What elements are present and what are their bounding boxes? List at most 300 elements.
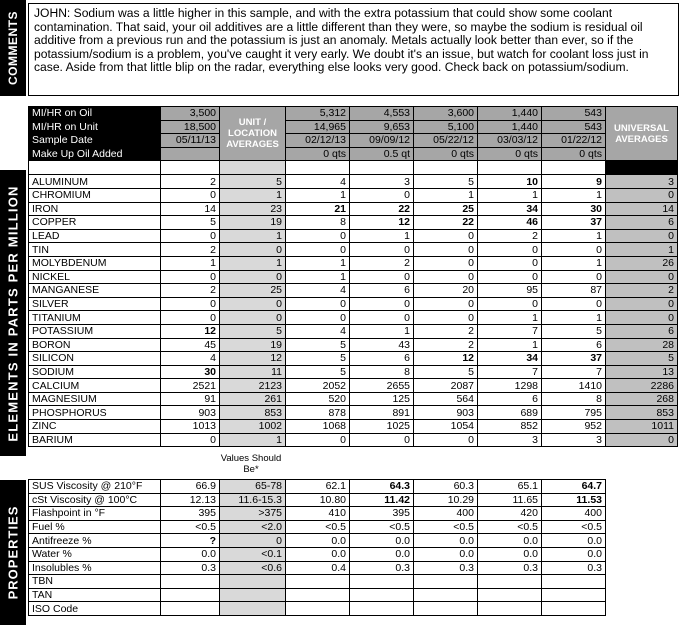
history-value: 1 [286,256,350,270]
history-value: 891 [350,406,414,420]
history-value: 0 [350,297,414,311]
history-value: 0.3 [414,561,478,575]
history-value: 34 [478,202,542,216]
element-row [29,392,678,406]
unit-average-value: 5 [220,175,286,189]
elements-table [28,106,678,447]
universal-average-value: 0 [606,188,678,202]
history-value: 1 [542,311,606,325]
spacer-cell [478,161,542,175]
history-value: 0.0 [414,534,478,548]
history-value: 0.3 [350,561,414,575]
history-sample-cell: 1,440 [478,107,542,121]
header-label: Make Up Oil Added [29,147,161,161]
history-sample-cell: 0 qts [414,147,478,161]
history-value: 43 [350,338,414,352]
property-row [29,575,606,589]
unit-average-value: 12 [220,352,286,366]
history-value: 0 [542,297,606,311]
properties-table [28,479,606,616]
history-value: 0 [478,243,542,257]
current-value: 0.0 [161,547,220,561]
history-value: 1 [478,188,542,202]
history-value: 395 [350,507,414,521]
should-be-value: <0.1 [220,547,286,561]
history-value: 0 [414,311,478,325]
history-value: 10 [478,175,542,189]
universal-average-value: 0 [606,433,678,447]
property-name: cSt Viscosity @ 100°C [29,493,161,507]
current-value: 0 [161,433,220,447]
history-value: 22 [414,216,478,230]
elements-section-label: ELEMENTS IN PARTS PER MILLION [0,170,26,456]
element-name: ZINC [29,420,161,434]
spacer-cell [220,161,286,175]
history-sample-cell: 02/12/13 [286,134,350,148]
history-value: 5 [286,365,350,379]
history-value: 87 [542,284,606,298]
history-sample-cell: 5,100 [414,120,478,134]
history-value: 1025 [350,420,414,434]
history-value: 0.0 [350,547,414,561]
history-value: <0.5 [542,520,606,534]
current-value [161,588,220,602]
history-value [350,588,414,602]
property-name: TAN [29,588,161,602]
history-value [286,575,350,589]
history-value: 30 [542,202,606,216]
spacer-cell [161,161,220,175]
unit-average-value: 23 [220,202,286,216]
history-value: 689 [478,406,542,420]
should-be-value: 11.6-15.3 [220,493,286,507]
property-name: Fuel % [29,520,161,534]
unit-average-value: 19 [220,216,286,230]
element-name: ALUMINUM [29,175,161,189]
unit-average-value: 0 [220,297,286,311]
universal-average-value: 26 [606,256,678,270]
universal-average-value: 1011 [606,420,678,434]
history-sample-cell: 14,965 [286,120,350,134]
history-value [286,588,350,602]
header-row [29,147,678,161]
element-row [29,216,678,230]
history-value: 0 [350,311,414,325]
current-value [161,602,220,616]
history-value: 795 [542,406,606,420]
history-sample-cell: 05/22/12 [414,134,478,148]
history-value: 0 [350,188,414,202]
history-value: 0 [286,243,350,257]
element-name: PHOSPHORUS [29,406,161,420]
history-sample-cell: 0.5 qt [350,147,414,161]
universal-average-value: 28 [606,338,678,352]
history-value: <0.5 [414,520,478,534]
current-value: 12 [161,324,220,338]
should-be-value [220,602,286,616]
spacer-cell [286,161,350,175]
universal-average-value: 0 [606,270,678,284]
comments-section-label: COMMENTS [0,0,26,96]
history-value [350,602,414,616]
history-value: 5 [414,365,478,379]
history-value: 2052 [286,379,350,393]
element-name: MAGNESIUM [29,392,161,406]
history-value: 0 [414,433,478,447]
current-value: 91 [161,392,220,406]
unit-average-value: 0 [220,311,286,325]
universal-average-value: 6 [606,324,678,338]
current-value: 0 [161,311,220,325]
element-name: SILVER [29,297,161,311]
unit-average-value: 853 [220,406,286,420]
element-row [29,256,678,270]
element-name: BORON [29,338,161,352]
history-value: 1 [478,311,542,325]
history-value: 1 [286,188,350,202]
history-sample-cell: 5,312 [286,107,350,121]
history-value: 2655 [350,379,414,393]
history-value: 0.0 [542,534,606,548]
history-value: 1 [478,338,542,352]
history-value: 0.3 [478,561,542,575]
history-value: 11.53 [542,493,606,507]
current-value: 2 [161,284,220,298]
current-value: ? [161,534,220,548]
property-row [29,602,606,616]
history-value: 0.3 [542,561,606,575]
should-be-value: <2.0 [220,520,286,534]
history-value: 20 [414,284,478,298]
spacer-row [29,161,678,175]
history-value [478,575,542,589]
history-value: 0 [350,270,414,284]
universal-average-value: 3 [606,175,678,189]
should-be-value: 0 [220,534,286,548]
history-value: 1054 [414,420,478,434]
current-value: 45 [161,338,220,352]
property-name: TBN [29,575,161,589]
element-row [29,202,678,216]
header-label: MI/HR on Oil [29,107,161,121]
history-value: 2 [414,324,478,338]
history-value: <0.5 [286,520,350,534]
history-value: 34 [478,352,542,366]
history-sample-cell: 3,600 [414,107,478,121]
history-value: 12 [350,216,414,230]
history-value: 21 [286,202,350,216]
unit-average-value: 5 [220,324,286,338]
should-be-value [220,588,286,602]
current-value: 2 [161,243,220,257]
history-value: 10.29 [414,493,478,507]
current-value: 30 [161,365,220,379]
history-value [542,588,606,602]
history-value: 2087 [414,379,478,393]
should-be-value [220,575,286,589]
element-name: POTASSIUM [29,324,161,338]
current-value: 2521 [161,379,220,393]
history-value [478,602,542,616]
current-value: 0 [161,188,220,202]
unit-average-value: 0 [220,243,286,257]
universal-average-value: 14 [606,202,678,216]
spacer-cell [29,161,161,175]
history-value: 0 [286,311,350,325]
header-row [29,134,678,148]
property-row [29,547,606,561]
history-value: 4 [286,284,350,298]
history-value: 7 [542,365,606,379]
element-row [29,188,678,202]
history-value: 0.0 [478,534,542,548]
unit-average-value: 25 [220,284,286,298]
spacer-cell [606,161,678,175]
current-value: 1013 [161,420,220,434]
history-value: 0.0 [286,534,350,548]
current-value: 1 [161,256,220,270]
property-row [29,507,606,521]
history-value: 6 [542,338,606,352]
history-value: 125 [350,392,414,406]
element-row [29,311,678,325]
history-value [542,575,606,589]
history-value: 9 [542,175,606,189]
history-value: 1 [350,229,414,243]
current-value: <0.5 [161,520,220,534]
universal-average-value: 6 [606,216,678,230]
history-value: 65.1 [478,480,542,494]
element-row [29,270,678,284]
history-value: 5 [286,338,350,352]
history-sample-cell: 543 [542,120,606,134]
element-row [29,420,678,434]
element-name: SILICON [29,352,161,366]
history-value: 0.0 [350,534,414,548]
history-value: 1298 [478,379,542,393]
history-value: 400 [414,507,478,521]
history-value: 0 [478,256,542,270]
current-sample-cell: 05/11/13 [161,134,220,148]
history-value [286,602,350,616]
element-row [29,379,678,393]
history-value: 1068 [286,420,350,434]
history-value [350,575,414,589]
properties-section-label: PROPERTIES [0,480,26,625]
history-value: 1 [542,188,606,202]
history-value: 46 [478,216,542,230]
history-value: 0 [286,297,350,311]
spacer-cell [414,161,478,175]
history-value: 0.0 [478,547,542,561]
history-value: 11.65 [478,493,542,507]
history-value: 1 [542,256,606,270]
current-sample-cell: 18,500 [161,120,220,134]
property-row [29,480,606,494]
history-value: 0 [478,297,542,311]
current-value: 14 [161,202,220,216]
history-value [478,588,542,602]
property-name: Antifreeze % [29,534,161,548]
history-value: 0.4 [286,561,350,575]
element-row [29,297,678,311]
comment-box: JOHN: Sodium was a little higher in this sample, and with the extra potassium that could show some coolant contamination. That said, your oil additives are a little different than they were, so maybe the sodium is residual oil additive from a previous run and the potassium is just an anomaly. Metals actually look better than ever, so if the potassium/sodium is a problem, you've caught it very early. We doubt it's an issue, but watch for coolant loss just in case. Aside from that little blip on the radar, everything else looks very good. Check back on potassium/sodium. [28,3,679,96]
current-value: 0.3 [161,561,220,575]
current-value: 4 [161,352,220,366]
history-value: 60.3 [414,480,478,494]
history-value: 3 [350,175,414,189]
element-row [29,243,678,257]
current-value: 12.13 [161,493,220,507]
history-sample-cell: 9,653 [350,120,414,134]
history-sample-cell: 09/09/12 [350,134,414,148]
history-value: 0 [350,433,414,447]
element-row [29,324,678,338]
unit-average-value: 1 [220,229,286,243]
history-value: 852 [478,420,542,434]
history-value: 6 [350,352,414,366]
universal-average-value: 0 [606,229,678,243]
history-value: 95 [478,284,542,298]
history-value: 0 [414,270,478,284]
history-sample-cell: 543 [542,107,606,121]
history-value: 0.0 [286,547,350,561]
element-row [29,406,678,420]
history-value: 8 [542,392,606,406]
element-name: CHROMIUM [29,188,161,202]
history-value: 4 [286,324,350,338]
history-value: 3 [478,433,542,447]
unit-average-value: 261 [220,392,286,406]
unit-average-heading: UNIT / LOCATION AVERAGES [220,107,286,161]
element-row [29,175,678,189]
history-value: <0.5 [350,520,414,534]
current-value: 903 [161,406,220,420]
element-name: COPPER [29,216,161,230]
should-be-value: <0.6 [220,561,286,575]
property-name: Water % [29,547,161,561]
property-row [29,493,606,507]
universal-average-value: 0 [606,297,678,311]
history-value: 11.42 [350,493,414,507]
history-value: 2 [350,256,414,270]
history-value [414,602,478,616]
history-value [414,588,478,602]
unit-average-value: 2123 [220,379,286,393]
unit-average-value: 19 [220,338,286,352]
element-name: TITANIUM [29,311,161,325]
history-sample-cell: 0 qts [286,147,350,161]
history-value: 10.80 [286,493,350,507]
current-sample-cell [161,147,220,161]
universal-average-value: 1 [606,243,678,257]
header-label: MI/HR on Unit [29,120,161,134]
history-value: 8 [350,365,414,379]
history-value [414,575,478,589]
unit-average-value: 1 [220,256,286,270]
element-row [29,338,678,352]
history-sample-cell: 0 qts [478,147,542,161]
spacer-cell [350,161,414,175]
history-value: 5 [542,324,606,338]
history-value: 0 [414,243,478,257]
history-value: 420 [478,507,542,521]
property-name: SUS Viscosity @ 210°F [29,480,161,494]
history-value: 0 [286,229,350,243]
property-name: ISO Code [29,602,161,616]
element-name: CALCIUM [29,379,161,393]
element-row [29,352,678,366]
unit-average-value: 11 [220,365,286,379]
header-row [29,107,678,121]
element-name: TIN [29,243,161,257]
element-name: LEAD [29,229,161,243]
property-name: Flashpoint in °F [29,507,161,521]
property-name: Insolubles % [29,561,161,575]
history-value: 1 [286,270,350,284]
history-value: 4 [286,175,350,189]
history-value: 5 [414,175,478,189]
universal-average-value: 13 [606,365,678,379]
history-value: 7 [478,365,542,379]
unit-average-value: 1 [220,188,286,202]
element-name: NICKEL [29,270,161,284]
history-value: 22 [350,202,414,216]
history-sample-cell: 0 qts [542,147,606,161]
current-value [161,575,220,589]
current-value: 2 [161,175,220,189]
history-value: 3 [542,433,606,447]
universal-average-value: 853 [606,406,678,420]
history-value: 0 [414,256,478,270]
history-value: 878 [286,406,350,420]
property-row [29,561,606,575]
current-sample-cell: 3,500 [161,107,220,121]
history-value: 903 [414,406,478,420]
property-row [29,534,606,548]
element-name: SODIUM [29,365,161,379]
history-value: 0 [542,243,606,257]
history-value: 6 [478,392,542,406]
history-value: 5 [286,352,350,366]
history-value: 564 [414,392,478,406]
history-value: <0.5 [478,520,542,534]
history-value: 0 [414,229,478,243]
history-value: 520 [286,392,350,406]
history-value: 0 [542,270,606,284]
current-value: 5 [161,216,220,230]
element-row [29,365,678,379]
universal-average-value: 2286 [606,379,678,393]
element-name: MANGANESE [29,284,161,298]
history-value: 1 [542,229,606,243]
history-value: 0 [350,243,414,257]
history-value: 12 [414,352,478,366]
history-value: 7 [478,324,542,338]
current-value: 0 [161,297,220,311]
history-value: 25 [414,202,478,216]
element-row [29,229,678,243]
history-value: 37 [542,216,606,230]
history-value: 0.0 [414,547,478,561]
header-label: Sample Date [29,134,161,148]
spacer-cell [542,161,606,175]
history-value: 0.0 [542,547,606,561]
history-sample-cell: 01/22/12 [542,134,606,148]
property-row [29,520,606,534]
current-value: 66.9 [161,480,220,494]
history-sample-cell: 03/03/12 [478,134,542,148]
